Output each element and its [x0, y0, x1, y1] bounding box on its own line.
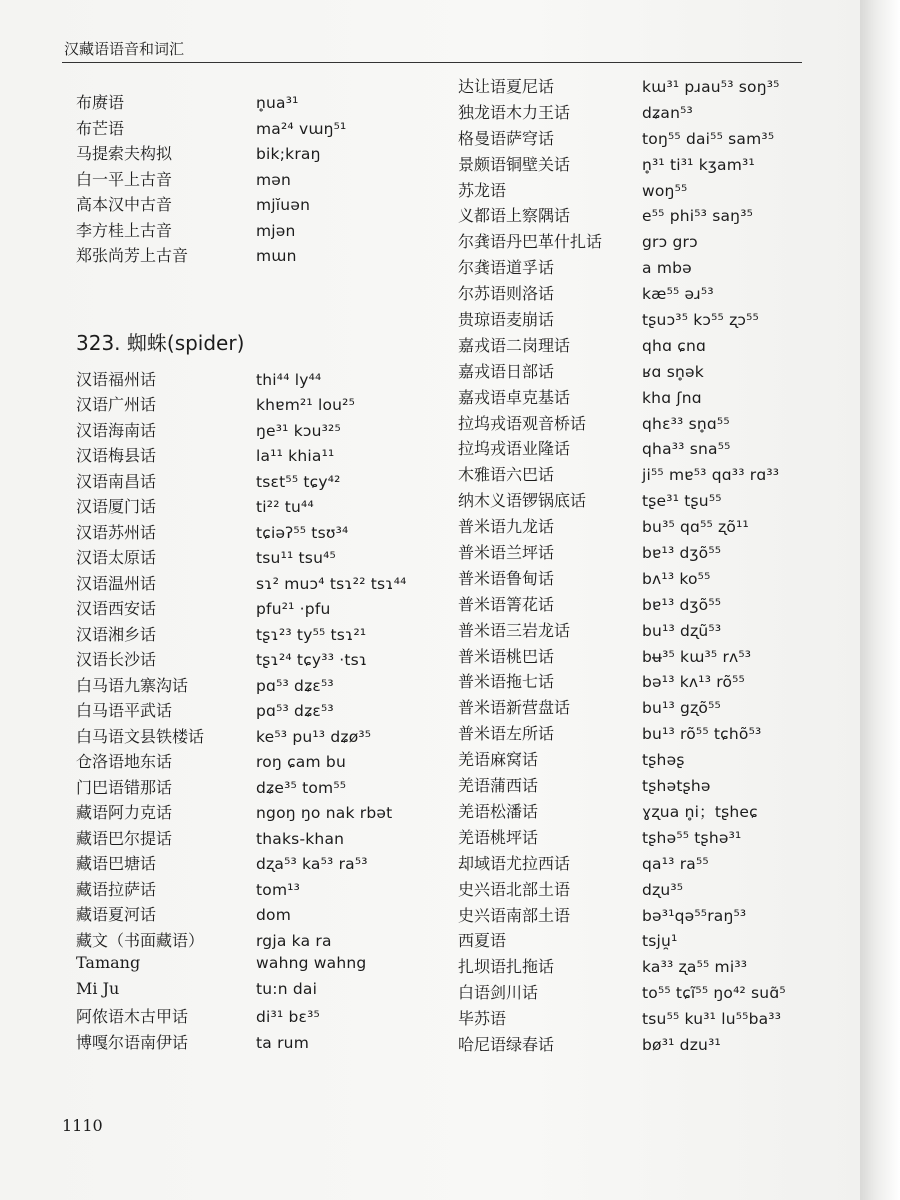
word-form: tʂhə⁵⁵ tʂhə³¹ [642, 828, 742, 847]
language-name: 苏龙语 [458, 180, 507, 200]
language-name: 汉语南昌话 [76, 471, 157, 491]
entry-row [76, 800, 456, 826]
running-head: 汉藏语语音和词汇 [64, 40, 185, 58]
language-name: 白马语九寨沟话 [76, 675, 189, 695]
entry-row [458, 644, 858, 670]
word-form: bø³¹ dzu³¹ [642, 1035, 721, 1054]
word-form: mɯn [256, 247, 297, 265]
entry-row [458, 333, 858, 359]
language-name: 尔苏语则洛话 [458, 284, 555, 304]
entry-row [458, 1032, 858, 1058]
word-form: a mbə [642, 259, 692, 278]
language-name: 史兴语北部土语 [458, 879, 571, 899]
language-name: 普米语左所话 [458, 724, 555, 744]
entry-row [76, 647, 456, 673]
entry-row [76, 520, 456, 546]
word-form: tu:n dai [256, 979, 318, 998]
entry-row [76, 494, 456, 520]
word-form: bɐ¹³ dʒõ⁵⁵ [642, 544, 722, 563]
language-name: 拉坞戎语业隆话 [458, 439, 571, 459]
language-name: 阿侬语木古甲话 [76, 1007, 189, 1026]
language-name: 普米语拖七话 [458, 672, 555, 692]
language-name: 汉语福州话 [76, 369, 157, 389]
language-name: 木雅语六巴话 [458, 465, 555, 485]
entry-row [458, 514, 858, 540]
word-form: tɕiəʔ⁵⁵ tsʊ³⁴ [256, 523, 349, 542]
word-form: mjən [256, 221, 296, 240]
language-name: 羌语松潘话 [458, 801, 539, 821]
entry-row [458, 903, 858, 929]
word-form: bɐ¹³ dʒõ⁵⁵ [642, 595, 722, 614]
language-name: 格曼语萨穹话 [458, 128, 555, 148]
word-form: di³¹ bɛ³⁵ [256, 1008, 320, 1026]
language-name: 汉语长沙话 [76, 650, 157, 669]
word-form: bə³¹qə⁵⁵raŋ⁵³ [642, 906, 747, 925]
word-form: tsu⁵⁵ ku³¹ lu⁵⁵ba³³ [642, 1010, 782, 1029]
word-form: dʑan⁵³ [642, 103, 693, 122]
word-form: dʐa⁵³ ka⁵³ ra⁵³ [256, 855, 368, 873]
language-name: 扎坝语扎拖话 [458, 957, 555, 977]
entry-row [458, 773, 858, 799]
language-name: 汉语太原话 [76, 548, 157, 567]
language-name: 尔龚语道孚话 [458, 258, 555, 278]
entry-row [76, 596, 456, 622]
entry-row [458, 126, 858, 152]
word-form: tsɛt⁵⁵ tɕy⁴² [256, 472, 341, 491]
language-name: 汉语苏州话 [76, 522, 157, 542]
entry-row [76, 571, 456, 597]
language-name: 藏语巴塘话 [76, 854, 157, 873]
language-name: 白马语文县铁楼话 [76, 726, 205, 746]
right-list [458, 74, 858, 1058]
word-form: qa¹³ ra⁵⁵ [642, 854, 709, 873]
word-form: ŋe³¹ kɔu³²⁵ [256, 421, 341, 440]
top-left-list [76, 90, 456, 269]
word-form: thaks-khan [256, 829, 345, 848]
language-name: 汉语厦门话 [76, 497, 157, 516]
page-edge [860, 0, 900, 1200]
word-form: khɑ ʃnɑ [642, 388, 702, 407]
language-name: 毕苏语 [458, 1009, 507, 1029]
word-form: ma²⁴ vɯŋ⁵¹ [256, 119, 347, 138]
entry-row [458, 721, 858, 747]
word-form: n̥³¹ ti³¹ kʒam³¹ [642, 155, 755, 174]
word-form: qha³³ sna⁵⁵ [642, 440, 731, 459]
entry-row [458, 566, 858, 592]
language-name: 郑张尚芳上古音 [76, 246, 189, 265]
word-form: bu¹³ gʐõ⁵⁵ [642, 699, 721, 718]
language-name: 纳木义语锣锅底话 [458, 491, 587, 511]
word-form: e⁵⁵ phi⁵³ saŋ³⁵ [642, 207, 754, 226]
entry-row [458, 747, 858, 773]
language-name: 布芒语 [76, 118, 125, 138]
word-form: dʑe³⁵ tom⁵⁵ [256, 778, 347, 797]
language-name: 羌语桃坪话 [458, 827, 539, 847]
entry-row [458, 980, 858, 1006]
language-name: 普米语兰坪话 [458, 543, 555, 563]
language-name: 马提索夫构拟 [76, 144, 173, 163]
entry-row [458, 695, 858, 721]
entry-row [458, 203, 858, 229]
language-name: 白马语平武话 [76, 701, 173, 720]
language-name: 仓洛语地东话 [76, 752, 173, 771]
entry-row [76, 877, 456, 903]
language-name: 嘉戎语二岗理话 [458, 335, 571, 355]
entry-row [458, 359, 858, 385]
entry-row [458, 825, 858, 851]
language-name: 普米语箐花话 [458, 594, 555, 614]
language-name: 普米语三岩龙话 [458, 620, 571, 640]
entry-row [76, 953, 456, 979]
word-form: bu³⁵ qɑ⁵⁵ ʐõ¹¹ [642, 518, 749, 537]
language-name: 汉语西安话 [76, 599, 157, 618]
entry-row [458, 877, 858, 903]
word-form: tʂhətʂhə [642, 777, 711, 796]
word-form: rgja ka ra [256, 931, 332, 950]
language-name: 景颇语铜壁关话 [458, 154, 571, 174]
page-number: 1110 [62, 1116, 103, 1135]
word-form: kæ⁵⁵ əɹ⁵³ [642, 285, 714, 304]
entry-row [458, 851, 858, 877]
word-form: pɑ⁵³ dʑɛ⁵³ [256, 676, 334, 695]
word-form: bu¹³ rõ⁵⁵ tɕhõ⁵³ [642, 725, 762, 744]
word-form: to⁵⁵ tɕĩ⁵⁵ ŋo⁴² suɑ̃⁵ [642, 984, 786, 1003]
word-form: bʌ¹³ ko⁵⁵ [642, 569, 711, 588]
right-column [458, 74, 858, 1058]
section-title: 323. 蜘蛛(spider) [76, 330, 245, 355]
language-name: 达让语夏尼话 [458, 77, 555, 96]
language-name: 白语剑川话 [458, 983, 539, 1003]
word-form: kɯ³¹ pɹau⁵³ soŋ³⁵ [642, 78, 780, 96]
entry-row [76, 90, 456, 116]
entry-row [76, 902, 456, 928]
language-name: 汉语广州话 [76, 395, 157, 414]
word-form: ngoŋ ŋo nak rbət [256, 804, 393, 822]
entry-row [76, 116, 456, 142]
word-form: ta rum [256, 1033, 309, 1052]
language-name: 藏语阿力克话 [76, 803, 173, 822]
language-name: 嘉戎语日部话 [458, 361, 555, 381]
language-name: 普米语九龙话 [458, 517, 555, 537]
entry-row [76, 775, 456, 801]
word-form: bʉ³⁵ kɯ³⁵ rʌ⁵³ [642, 647, 752, 666]
entry-row [458, 411, 858, 437]
word-form: mjĭuən [256, 196, 311, 214]
word-form: ka³³ ʐa⁵⁵ mi³³ [642, 958, 748, 977]
entry-row [458, 74, 858, 100]
entry-row [76, 418, 456, 444]
language-name: 布赓语 [76, 93, 125, 112]
entry-row [458, 618, 858, 644]
header-rule [62, 62, 802, 63]
word-form: tsju̯¹ [642, 932, 678, 951]
left-column [76, 90, 456, 1055]
entry-row [76, 218, 456, 244]
entry-row [458, 928, 858, 954]
word-form: tʂɿ²⁴ tɕy³³ ·tsɿ [256, 651, 368, 669]
language-name: 普米语鲁甸话 [458, 568, 555, 588]
word-form: ke⁵³ pu¹³ dʑø³⁵ [256, 727, 372, 746]
language-name: 汉语梅县话 [76, 446, 157, 465]
entry-row [76, 243, 456, 269]
entry-row [458, 152, 858, 178]
word-form: thi⁴⁴ ly⁴⁴ [256, 370, 322, 389]
entry-row [76, 749, 456, 775]
language-name: 史兴语南部土语 [458, 905, 571, 925]
word-form: qhɛ³³ sn̥ɑ⁵⁵ [642, 414, 730, 433]
word-form: ji⁵⁵ mɐ⁵³ qɑ³³ rɑ³³ [642, 466, 780, 485]
word-form: bə¹³ kʌ¹³ rõ⁵⁵ [642, 673, 745, 692]
word-form: tʂɿ²³ ty⁵⁵ tsɿ²¹ [256, 625, 367, 644]
entry-row [76, 826, 456, 852]
entry-row [76, 979, 456, 1005]
entry-row [76, 469, 456, 495]
entry-row [76, 1004, 456, 1030]
word-form: sɿ² muɔ⁴ tsɿ²² tsɿ⁴⁴ [256, 574, 407, 593]
entry-row [76, 724, 456, 750]
entry-row [458, 462, 858, 488]
word-form: grɔ grɔ [642, 233, 698, 252]
entry-row [458, 540, 858, 566]
language-name: 普米语桃巴话 [458, 646, 555, 666]
entry-row [458, 592, 858, 618]
word-form: toŋ⁵⁵ dai⁵⁵ sam³⁵ [642, 129, 775, 148]
entry-row [458, 954, 858, 980]
language-name: Tamang [76, 953, 141, 972]
language-name: 藏语夏河话 [76, 905, 157, 924]
language-name: 尔龚语丹巴革什扎话 [458, 232, 603, 252]
entry-row [76, 622, 456, 648]
language-name: 藏语拉萨话 [76, 879, 157, 899]
word-form: tʂhəʂ [642, 751, 685, 770]
entry-row [76, 392, 456, 418]
entry-row [76, 167, 456, 193]
word-form: tʂe³¹ tʂu⁵⁵ [642, 492, 722, 511]
entry-row [458, 669, 858, 695]
language-name: 羌语蒲西话 [458, 776, 539, 796]
language-name: 白一平上古音 [76, 169, 173, 189]
language-name: 博嘎尔语南伊话 [76, 1032, 189, 1052]
entry-row [458, 1006, 858, 1032]
entry-row [458, 488, 858, 514]
language-name: 汉语温州话 [76, 573, 157, 593]
language-name: 嘉戎语卓克基话 [458, 387, 571, 407]
word-form: dom [256, 906, 292, 924]
word-form: dʐu³⁵ [642, 880, 684, 899]
language-name: 义都语上察隅话 [458, 206, 571, 226]
entry-row [76, 192, 456, 218]
language-name: 独龙语木力王话 [458, 102, 571, 122]
word-form: tʂuɔ³⁵ kɔ⁵⁵ ʐɔ⁵⁵ [642, 311, 759, 330]
word-form: mən [256, 170, 292, 189]
language-name: 却域语尤拉西话 [458, 853, 571, 873]
language-name: 哈尼语绿春话 [458, 1034, 555, 1054]
entry-row [76, 698, 456, 724]
entry-row [76, 367, 456, 393]
word-form: n̥ua³¹ [256, 94, 299, 112]
entry-row [458, 255, 858, 281]
language-name: Mi Ju [76, 978, 120, 998]
word-form: bik;kraŋ [256, 145, 321, 163]
word-form: roŋ ɕam bu [256, 753, 346, 771]
language-name: 普米语新营盘话 [458, 698, 571, 718]
language-name: 藏语巴尔提话 [76, 828, 173, 848]
entry-row [76, 851, 456, 877]
language-name: 贵琼语麦崩话 [458, 310, 555, 330]
word-form: la¹¹ khia¹¹ [256, 447, 335, 465]
entry-row [76, 673, 456, 699]
language-name: 西夏语 [458, 931, 507, 951]
word-form: bu¹³ dʐũ⁵³ [642, 621, 722, 640]
entry-row [458, 178, 858, 204]
entry-row [458, 100, 858, 126]
word-form: wahng wahng [256, 954, 367, 972]
word-form: khɐm²¹ lou²⁵ [256, 396, 355, 414]
language-name: 汉语海南话 [76, 420, 157, 440]
word-form: tsu¹¹ tsu⁴⁵ [256, 549, 336, 567]
language-name: 羌语麻窝话 [458, 750, 539, 770]
language-name: 拉坞戎语观音桥话 [458, 413, 587, 433]
language-name: 门巴语错那话 [76, 777, 173, 797]
entry-row [458, 229, 858, 255]
entry-row [76, 1030, 456, 1056]
entry-row [76, 545, 456, 571]
entry-row [458, 799, 858, 825]
language-name: 高本汉中古音 [76, 195, 173, 214]
language-name: 汉语湘乡话 [76, 624, 157, 644]
word-form: tom¹³ [256, 880, 301, 899]
word-form: woŋ⁵⁵ [642, 181, 688, 200]
entry-row [76, 928, 456, 954]
entry-row [76, 141, 456, 167]
language-name: 藏文（书面藏语） [76, 930, 205, 950]
entry-row [76, 443, 456, 469]
entry-row [458, 436, 858, 462]
left-list [76, 367, 456, 1056]
entry-row [458, 307, 858, 333]
word-form: qhɑ ɕnɑ [642, 336, 707, 355]
language-name: 李方桂上古音 [76, 220, 173, 240]
word-form: pfu²¹ ·pfu [256, 600, 331, 618]
entry-row [458, 281, 858, 307]
entry-row [458, 385, 858, 411]
word-form: ti²² tu⁴⁴ [256, 498, 314, 516]
word-form: pɑ⁵³ dʑɛ⁵³ [256, 702, 334, 720]
word-form: ʁɑ sn̥ək [642, 362, 704, 381]
word-form: ɣʐua n̥i；tʂheɕ [642, 802, 758, 821]
